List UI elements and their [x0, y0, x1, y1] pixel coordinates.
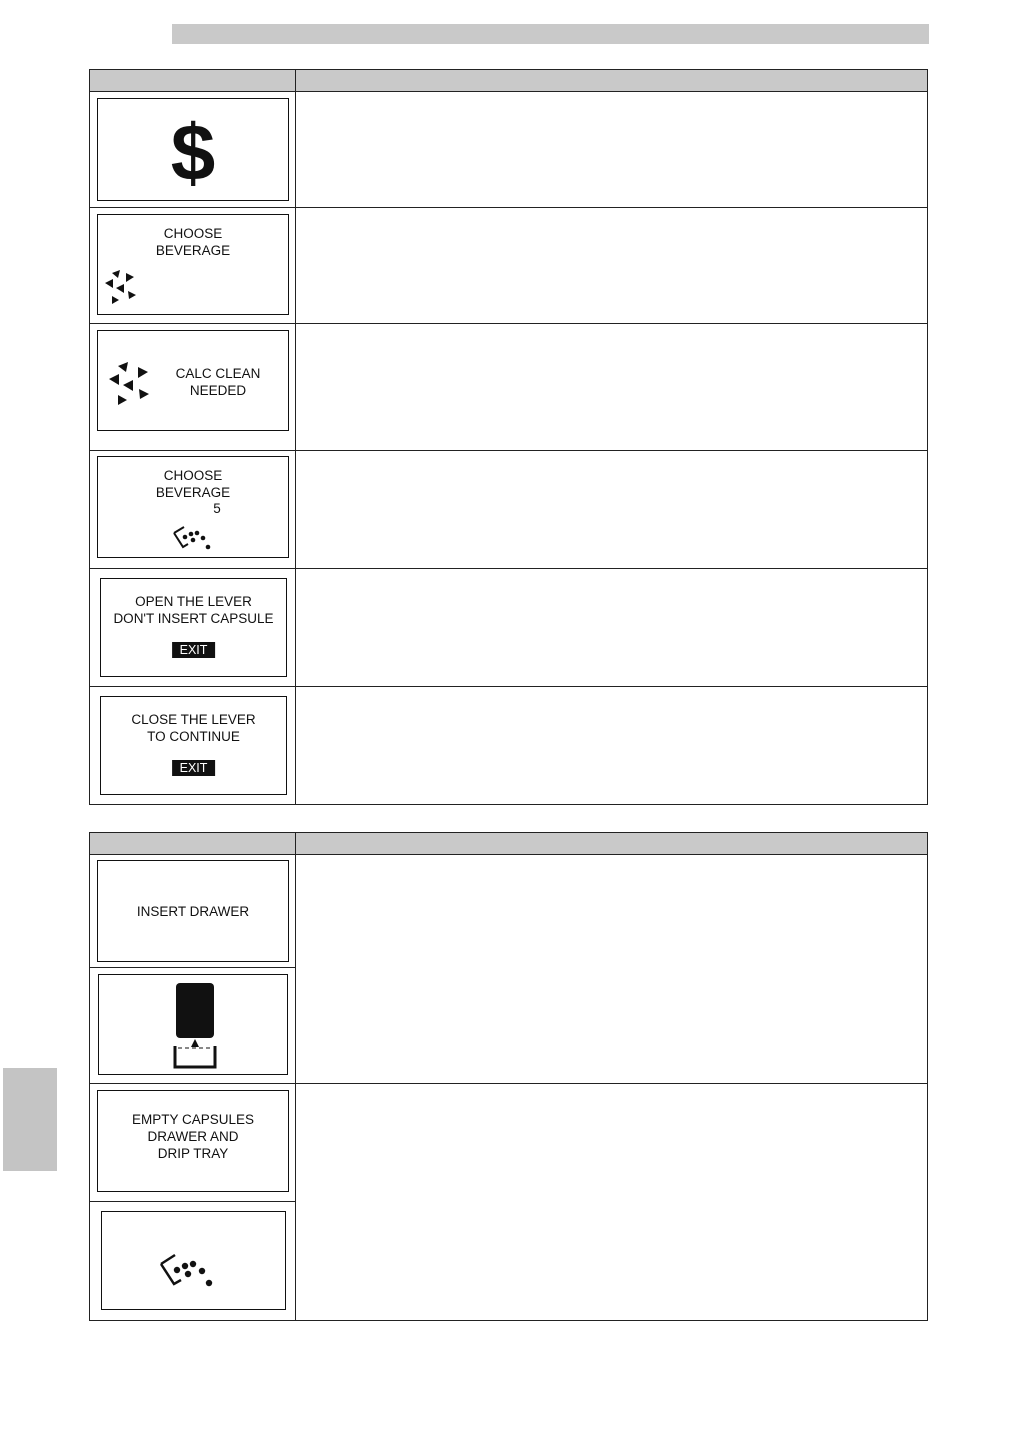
- page-header-bar: [172, 24, 929, 44]
- capsule-drawer-icon: [158, 1250, 224, 1292]
- screen-line-2: TO CONTINUE: [147, 729, 240, 744]
- column-divider: [295, 833, 296, 1320]
- dollar-icon: $: [170, 108, 216, 197]
- screen-line-2: BEVERAGE: [155, 243, 231, 258]
- row-divider: [90, 450, 927, 451]
- screen-line-3: DRIP TRAY: [157, 1146, 229, 1161]
- table-header: [90, 833, 927, 855]
- descaling-triangles-icon: [104, 269, 140, 305]
- screen-line-1: CALC CLEAN: [175, 366, 261, 381]
- display-messages-table-2: [89, 832, 928, 1321]
- column-divider: [295, 70, 296, 804]
- display-screen: [97, 98, 289, 201]
- display-screen: [100, 578, 287, 677]
- row-divider: [90, 967, 296, 968]
- exit-button: EXIT: [172, 642, 216, 658]
- insert-drawer-icon: [172, 983, 218, 1073]
- display-screen: [97, 330, 289, 431]
- display-screen: [97, 456, 289, 558]
- screen-line-1: EMPTY CAPSULES: [131, 1112, 255, 1127]
- display-screen: [98, 974, 288, 1075]
- screen-counter: 5: [213, 501, 221, 516]
- display-screen: [97, 1090, 289, 1192]
- screen-line-1: CHOOSE: [163, 226, 223, 241]
- table-header: [90, 70, 927, 92]
- screen-line-2: DON'T INSERT CAPSULE: [113, 611, 274, 626]
- exit-button: EXIT: [172, 760, 216, 776]
- row-divider: [90, 1083, 927, 1084]
- row-divider: [90, 207, 927, 208]
- row-divider: [90, 323, 927, 324]
- screen-line-2: NEEDED: [189, 383, 247, 398]
- screen-line-1: OPEN THE LEVER: [135, 594, 252, 609]
- row-divider: [90, 1201, 296, 1202]
- screen-line-1: CLOSE THE LEVER: [131, 712, 256, 727]
- screen-line-1: INSERT DRAWER: [136, 904, 250, 919]
- display-messages-table-1: [89, 69, 928, 805]
- screen-line-1: CHOOSE: [163, 468, 223, 483]
- row-divider: [90, 568, 927, 569]
- display-screen: [101, 1211, 286, 1310]
- display-screen: [100, 696, 287, 795]
- capsule-drawer-icon: [172, 523, 218, 553]
- display-screen: [97, 860, 289, 962]
- screen-line-2: DRAWER AND: [147, 1129, 239, 1144]
- screen-line-2: BEVERAGE: [155, 485, 231, 500]
- row-divider: [90, 686, 927, 687]
- display-screen: [97, 214, 289, 315]
- section-side-tab: [3, 1068, 57, 1171]
- descaling-triangles-icon: [108, 361, 154, 407]
